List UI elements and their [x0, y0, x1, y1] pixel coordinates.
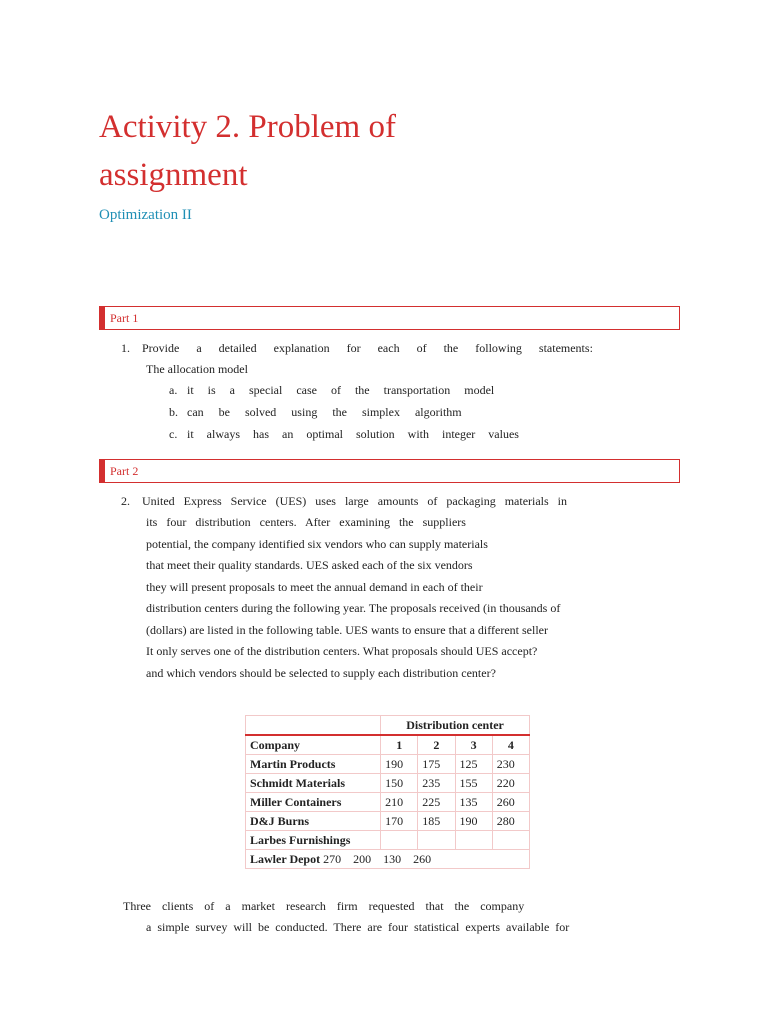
value-cell: 210	[381, 793, 418, 812]
question-2-line: and which vendors should be selected to supply each distribution center?	[146, 666, 496, 680]
merged-values: 270 200 130 260	[323, 851, 432, 866]
table-row	[246, 774, 530, 793]
value-cell: 170	[381, 812, 418, 831]
paragraph-line: Three clients of a market research firm requested that the company	[123, 899, 525, 913]
title-line-2: assignment	[99, 157, 248, 193]
part-1-header	[99, 306, 680, 330]
table-row	[246, 812, 530, 831]
company-cell: Larbes Furnishings	[246, 831, 381, 850]
page-title	[99, 103, 396, 199]
question-2-line: It only serves one of the distribution centers. What proposals should UES accept?	[146, 644, 538, 658]
distribution-center-header: Distribution center	[381, 716, 530, 736]
part-1-label: Part 1	[110, 311, 139, 325]
column-header: 1	[381, 735, 418, 755]
question-2-line: they will present proposals to meet the annual demand in each of their	[146, 580, 483, 594]
company-cell: D&J Burns	[246, 812, 381, 831]
subtitle: Optimization II	[99, 207, 192, 223]
company-cell: Lawler Depot	[250, 851, 321, 866]
value-cell	[381, 831, 418, 850]
part-2-header	[99, 459, 680, 483]
value-cell	[492, 831, 529, 850]
value-cell: 125	[455, 755, 492, 774]
company-cell: Schmidt Materials	[246, 774, 381, 793]
company-header: Company	[246, 735, 381, 755]
question-2-line: potential, the company identified six vendors who can supply materials	[146, 537, 488, 551]
part-accent-bar	[99, 306, 105, 330]
value-cell: 230	[492, 755, 529, 774]
paragraph-line: a simple survey will be conducted. There are four statistical experts available for	[146, 920, 570, 934]
column-header: 3	[455, 735, 492, 755]
value-cell: 235	[418, 774, 455, 793]
value-cell: 175	[418, 755, 455, 774]
question-2-line: its four distribution centers. After examining the suppliers	[146, 515, 466, 529]
question-1-number: 1.	[121, 341, 130, 355]
table-row	[246, 793, 530, 812]
value-cell: 155	[455, 774, 492, 793]
column-header: 2	[418, 735, 455, 755]
value-cell	[455, 831, 492, 850]
model-label: The allocation model	[146, 362, 248, 376]
value-cell: 260	[492, 793, 529, 812]
table-cell	[246, 716, 381, 736]
value-cell: 220	[492, 774, 529, 793]
table-header-row	[246, 735, 530, 755]
question-2-line: distribution centers during the following year. The proposals received (in thousands of	[146, 601, 561, 615]
value-cell: 280	[492, 812, 529, 831]
column-header: 4	[492, 735, 529, 755]
item-b-text: can be solved using the simplex algorithm	[187, 405, 462, 419]
merged-row-cell	[246, 850, 530, 869]
table-row	[246, 831, 530, 850]
item-a-text: it is a special case of the transportation model	[187, 383, 495, 397]
item-b-letter: b.	[169, 405, 178, 419]
part-accent-bar	[99, 459, 105, 483]
question-2-number: 2.	[121, 494, 130, 508]
value-cell: 190	[381, 755, 418, 774]
value-cell: 190	[455, 812, 492, 831]
table-row	[246, 755, 530, 774]
question-2-line: (dollars) are listed in the following table. UES wants to ensure that a different seller	[146, 623, 548, 637]
question-1-text: Provide a detailed explanation for each of the following statements:	[142, 341, 593, 355]
question-2-line: that meet their quality standards. UES asked each of the six vendors	[146, 558, 473, 572]
question-2-line: United Express Service (UES) uses large amounts of packaging materials in	[142, 494, 568, 508]
company-cell: Martin Products	[246, 755, 381, 774]
value-cell: 225	[418, 793, 455, 812]
item-a-letter: a.	[169, 383, 178, 397]
table-row	[246, 850, 530, 869]
value-cell: 135	[455, 793, 492, 812]
value-cell: 150	[381, 774, 418, 793]
title-line-1: Activity 2. Problem of	[99, 109, 396, 145]
value-cell: 185	[418, 812, 455, 831]
proposals-table	[245, 715, 530, 869]
item-c-letter: c.	[169, 427, 178, 441]
company-cell: Miller Containers	[246, 793, 381, 812]
part-2-label: Part 2	[110, 464, 139, 478]
table-header-row	[246, 716, 530, 736]
value-cell	[418, 831, 455, 850]
item-c-text: it always has an optimal solution with integer values	[187, 427, 519, 441]
